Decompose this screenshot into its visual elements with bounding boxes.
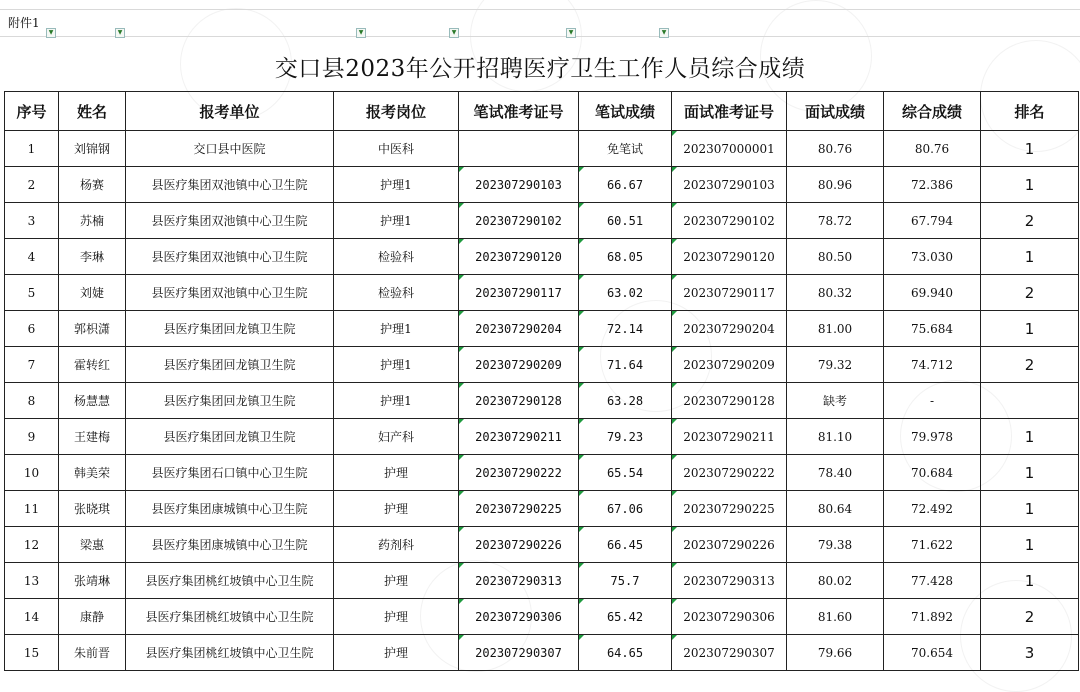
cell-written-id[interactable]: 202307290226 bbox=[459, 527, 579, 563]
cell-interview-score[interactable]: 80.32 bbox=[787, 275, 884, 311]
cell-interview-id[interactable]: 202307290103 bbox=[672, 167, 787, 203]
cell-rank[interactable]: 3 bbox=[981, 635, 1079, 671]
results-table bbox=[4, 91, 1079, 671]
cell-total-score[interactable]: 79.978 bbox=[884, 419, 981, 455]
col-header-interview-id[interactable]: 面试准考证号 bbox=[672, 92, 787, 131]
cell-position[interactable]: 护理1 bbox=[334, 311, 459, 347]
cell-written-score[interactable]: 72.14 bbox=[579, 311, 672, 347]
cell-written-id[interactable]: 202307290117 bbox=[459, 275, 579, 311]
cell-position[interactable]: 护理1 bbox=[334, 383, 459, 419]
cell-position[interactable]: 护理1 bbox=[334, 167, 459, 203]
cell-written-score[interactable]: 64.65 bbox=[579, 635, 672, 671]
cell-unit[interactable]: 县医疗集团双池镇中心卫生院 bbox=[126, 275, 334, 311]
cell-written-score[interactable]: 免笔试 bbox=[579, 131, 672, 167]
table-row bbox=[5, 275, 1079, 311]
table-row bbox=[5, 563, 1079, 599]
cell-interview-id[interactable]: 202307000001 bbox=[672, 131, 787, 167]
cell-position[interactable]: 药剂科 bbox=[334, 527, 459, 563]
cell-rank[interactable]: 1 bbox=[981, 167, 1079, 203]
cell-index[interactable]: 2 bbox=[5, 167, 59, 203]
cell-index[interactable]: 11 bbox=[5, 491, 59, 527]
cell-total-score[interactable]: 77.428 bbox=[884, 563, 981, 599]
cell-unit[interactable]: 县医疗集团桃红坡镇中心卫生院 bbox=[126, 635, 334, 671]
cell-interview-score[interactable]: 81.00 bbox=[787, 311, 884, 347]
cell-total-score[interactable]: 75.684 bbox=[884, 311, 981, 347]
cell-written-score[interactable]: 68.05 bbox=[579, 239, 672, 275]
cell-rank[interactable]: 1 bbox=[981, 419, 1079, 455]
table-row bbox=[5, 527, 1079, 563]
cell-name[interactable]: 霍转红 bbox=[59, 347, 126, 383]
cell-total-score[interactable]: 71.892 bbox=[884, 599, 981, 635]
cell-interview-id[interactable]: 202307290128 bbox=[672, 383, 787, 419]
filter-dropdown-icon[interactable]: ▼ bbox=[659, 28, 669, 38]
cell-position[interactable]: 护理1 bbox=[334, 347, 459, 383]
cell-position[interactable]: 护理 bbox=[334, 563, 459, 599]
cell-position[interactable]: 妇产科 bbox=[334, 419, 459, 455]
col-header-total-score[interactable]: 综合成绩 bbox=[884, 92, 981, 131]
cell-name[interactable]: 刘锦钢 bbox=[59, 131, 126, 167]
cell-name[interactable]: 梁惠 bbox=[59, 527, 126, 563]
table-row bbox=[5, 203, 1079, 239]
cell-written-score[interactable]: 79.23 bbox=[579, 419, 672, 455]
cell-interview-score[interactable]: 80.02 bbox=[787, 563, 884, 599]
cell-written-id[interactable]: 202307290211 bbox=[459, 419, 579, 455]
cell-unit[interactable]: 县医疗集团双池镇中心卫生院 bbox=[126, 239, 334, 275]
cell-interview-id[interactable]: 202307290204 bbox=[672, 311, 787, 347]
cell-rank[interactable]: 1 bbox=[981, 563, 1079, 599]
cell-rank[interactable] bbox=[981, 383, 1079, 419]
cell-name[interactable]: 韩美荣 bbox=[59, 455, 126, 491]
cell-rank[interactable]: 1 bbox=[981, 491, 1079, 527]
cell-interview-score[interactable]: 80.96 bbox=[787, 167, 884, 203]
filter-dropdown-icon[interactable]: ▼ bbox=[449, 28, 459, 38]
cell-name[interactable]: 张晓琪 bbox=[59, 491, 126, 527]
cell-written-id[interactable] bbox=[459, 131, 579, 167]
cell-written-id[interactable]: 202307290102 bbox=[459, 203, 579, 239]
cell-rank[interactable]: 1 bbox=[981, 455, 1079, 491]
cell-interview-id[interactable]: 202307290226 bbox=[672, 527, 787, 563]
cell-written-score[interactable]: 67.06 bbox=[579, 491, 672, 527]
cell-interview-id[interactable]: 202307290307 bbox=[672, 635, 787, 671]
cell-position[interactable]: 护理 bbox=[334, 491, 459, 527]
cell-interview-score[interactable]: 79.38 bbox=[787, 527, 884, 563]
cell-position[interactable]: 检验科 bbox=[334, 275, 459, 311]
cell-interview-id[interactable]: 202307290120 bbox=[672, 239, 787, 275]
cell-interview-id[interactable]: 202307290313 bbox=[672, 563, 787, 599]
cell-rank[interactable]: 2 bbox=[981, 203, 1079, 239]
cell-total-score[interactable]: 72.492 bbox=[884, 491, 981, 527]
cell-total-score[interactable]: 67.794 bbox=[884, 203, 981, 239]
cell-index[interactable]: 15 bbox=[5, 635, 59, 671]
cell-written-id[interactable]: 202307290120 bbox=[459, 239, 579, 275]
table-row bbox=[5, 239, 1079, 275]
cell-total-score[interactable]: 69.940 bbox=[884, 275, 981, 311]
cell-written-score[interactable]: 63.02 bbox=[579, 275, 672, 311]
cell-interview-id[interactable]: 202307290102 bbox=[672, 203, 787, 239]
cell-rank[interactable]: 2 bbox=[981, 347, 1079, 383]
cell-index[interactable]: 6 bbox=[5, 311, 59, 347]
filter-dropdown-icon[interactable]: ▼ bbox=[115, 28, 125, 38]
cell-position[interactable]: 护理 bbox=[334, 455, 459, 491]
cell-written-score[interactable]: 65.54 bbox=[579, 455, 672, 491]
cell-written-score[interactable]: 66.67 bbox=[579, 167, 672, 203]
cell-written-id[interactable]: 202307290103 bbox=[459, 167, 579, 203]
cell-total-score[interactable]: 80.76 bbox=[884, 131, 981, 167]
cell-written-score[interactable]: 66.45 bbox=[579, 527, 672, 563]
table-row bbox=[5, 131, 1079, 167]
cell-name[interactable]: 张靖琳 bbox=[59, 563, 126, 599]
cell-unit[interactable]: 县医疗集团康城镇中心卫生院 bbox=[126, 491, 334, 527]
cell-total-score[interactable]: 70.684 bbox=[884, 455, 981, 491]
gridline bbox=[0, 9, 1080, 10]
cell-unit[interactable]: 县医疗集团双池镇中心卫生院 bbox=[126, 203, 334, 239]
cell-name[interactable]: 李琳 bbox=[59, 239, 126, 275]
cell-interview-score[interactable]: 80.76 bbox=[787, 131, 884, 167]
col-header-name[interactable]: 姓名 bbox=[59, 92, 126, 131]
col-header-index[interactable]: 序号 bbox=[5, 92, 59, 131]
cell-index[interactable]: 3 bbox=[5, 203, 59, 239]
cell-rank[interactable]: 2 bbox=[981, 275, 1079, 311]
attachment-label: 附件1 bbox=[8, 16, 40, 30]
cell-name[interactable]: 康静 bbox=[59, 599, 126, 635]
cell-interview-id[interactable]: 202307290306 bbox=[672, 599, 787, 635]
cell-total-score[interactable]: 73.030 bbox=[884, 239, 981, 275]
cell-interview-id[interactable]: 202307290222 bbox=[672, 455, 787, 491]
cell-name[interactable]: 朱前晋 bbox=[59, 635, 126, 671]
cell-written-score[interactable]: 71.64 bbox=[579, 347, 672, 383]
col-header-written-id[interactable]: 笔试准考证号 bbox=[459, 92, 579, 131]
cell-unit[interactable]: 县医疗集团桃红坡镇中心卫生院 bbox=[126, 599, 334, 635]
cell-position[interactable]: 护理 bbox=[334, 599, 459, 635]
col-header-position[interactable]: 报考岗位 bbox=[334, 92, 459, 131]
col-header-unit[interactable]: 报考单位 bbox=[126, 92, 334, 131]
cell-index[interactable]: 1 bbox=[5, 131, 59, 167]
table-row bbox=[5, 311, 1079, 347]
cell-index[interactable]: 12 bbox=[5, 527, 59, 563]
table-row bbox=[5, 455, 1079, 491]
filter-dropdown-icon[interactable]: ▼ bbox=[566, 28, 576, 38]
cell-interview-id[interactable]: 202307290225 bbox=[672, 491, 787, 527]
cell-index[interactable]: 9 bbox=[5, 419, 59, 455]
cell-position[interactable]: 护理1 bbox=[334, 203, 459, 239]
cell-name[interactable]: 王建梅 bbox=[59, 419, 126, 455]
cell-total-score[interactable]: - bbox=[884, 383, 981, 419]
cell-name[interactable]: 郭枳潇 bbox=[59, 311, 126, 347]
cell-unit[interactable]: 交口县中医院 bbox=[126, 131, 334, 167]
cell-name[interactable]: 刘婕 bbox=[59, 275, 126, 311]
cell-written-id[interactable]: 202307290128 bbox=[459, 383, 579, 419]
cell-interview-score[interactable]: 79.66 bbox=[787, 635, 884, 671]
cell-total-score[interactable]: 70.654 bbox=[884, 635, 981, 671]
table-row bbox=[5, 167, 1079, 203]
table-row bbox=[5, 491, 1079, 527]
cell-written-id[interactable]: 202307290307 bbox=[459, 635, 579, 671]
gridline bbox=[0, 36, 1080, 37]
cell-interview-score[interactable]: 缺考 bbox=[787, 383, 884, 419]
cell-written-id[interactable]: 202307290313 bbox=[459, 563, 579, 599]
cell-interview-id[interactable]: 202307290211 bbox=[672, 419, 787, 455]
cell-index[interactable]: 10 bbox=[5, 455, 59, 491]
cell-name[interactable]: 杨慧慧 bbox=[59, 383, 126, 419]
cell-interview-id[interactable]: 202307290117 bbox=[672, 275, 787, 311]
col-header-rank[interactable]: 排名 bbox=[981, 92, 1079, 131]
cell-rank[interactable]: 1 bbox=[981, 239, 1079, 275]
cell-unit[interactable]: 县医疗集团桃红坡镇中心卫生院 bbox=[126, 563, 334, 599]
cell-unit[interactable]: 县医疗集团康城镇中心卫生院 bbox=[126, 527, 334, 563]
cell-name[interactable]: 杨赛 bbox=[59, 167, 126, 203]
filter-dropdown-icon[interactable]: ▼ bbox=[46, 28, 56, 38]
cell-interview-score[interactable]: 78.40 bbox=[787, 455, 884, 491]
cell-interview-score[interactable]: 78.72 bbox=[787, 203, 884, 239]
cell-unit[interactable]: 县医疗集团回龙镇卫生院 bbox=[126, 347, 334, 383]
cell-interview-score[interactable]: 80.50 bbox=[787, 239, 884, 275]
cell-index[interactable]: 13 bbox=[5, 563, 59, 599]
cell-written-score[interactable]: 75.7 bbox=[579, 563, 672, 599]
cell-interview-score[interactable]: 81.60 bbox=[787, 599, 884, 635]
header-row bbox=[5, 92, 1079, 131]
cell-rank[interactable]: 1 bbox=[981, 527, 1079, 563]
cell-interview-score[interactable]: 80.64 bbox=[787, 491, 884, 527]
filter-dropdown-icon[interactable]: ▼ bbox=[356, 28, 366, 38]
cell-total-score[interactable]: 71.622 bbox=[884, 527, 981, 563]
cell-written-id[interactable]: 202307290225 bbox=[459, 491, 579, 527]
cell-written-id[interactable]: 202307290209 bbox=[459, 347, 579, 383]
cell-position[interactable]: 检验科 bbox=[334, 239, 459, 275]
col-header-written-score[interactable]: 笔试成绩 bbox=[579, 92, 672, 131]
cell-name[interactable]: 苏楠 bbox=[59, 203, 126, 239]
cell-unit[interactable]: 县医疗集团双池镇中心卫生院 bbox=[126, 167, 334, 203]
cell-index[interactable]: 14 bbox=[5, 599, 59, 635]
cell-unit[interactable]: 县医疗集团回龙镇卫生院 bbox=[126, 419, 334, 455]
page-title: 交口县2023年公开招聘医疗卫生工作人员综合成绩 bbox=[274, 56, 806, 82]
cell-index[interactable]: 8 bbox=[5, 383, 59, 419]
cell-interview-score[interactable]: 81.10 bbox=[787, 419, 884, 455]
cell-index[interactable]: 4 bbox=[5, 239, 59, 275]
table-row bbox=[5, 599, 1079, 635]
cell-unit[interactable]: 县医疗集团回龙镇卫生院 bbox=[126, 383, 334, 419]
cell-rank[interactable]: 1 bbox=[981, 131, 1079, 167]
cell-unit[interactable]: 县医疗集团石口镇中心卫生院 bbox=[126, 455, 334, 491]
cell-written-score[interactable]: 65.42 bbox=[579, 599, 672, 635]
cell-unit[interactable]: 县医疗集团回龙镇卫生院 bbox=[126, 311, 334, 347]
col-header-interview-score[interactable]: 面试成绩 bbox=[787, 92, 884, 131]
cell-position[interactable]: 中医科 bbox=[334, 131, 459, 167]
cell-total-score[interactable]: 74.712 bbox=[884, 347, 981, 383]
table-row bbox=[5, 635, 1079, 671]
cell-position[interactable]: 护理 bbox=[334, 635, 459, 671]
cell-rank[interactable]: 1 bbox=[981, 311, 1079, 347]
cell-index[interactable]: 5 bbox=[5, 275, 59, 311]
cell-written-id[interactable]: 202307290204 bbox=[459, 311, 579, 347]
table-row bbox=[5, 347, 1079, 383]
cell-total-score[interactable]: 72.386 bbox=[884, 167, 981, 203]
cell-written-id[interactable]: 202307290306 bbox=[459, 599, 579, 635]
cell-interview-id[interactable]: 202307290209 bbox=[672, 347, 787, 383]
cell-written-score[interactable]: 60.51 bbox=[579, 203, 672, 239]
cell-index[interactable]: 7 bbox=[5, 347, 59, 383]
table-row bbox=[5, 419, 1079, 455]
table-row bbox=[5, 383, 1079, 419]
cell-written-id[interactable]: 202307290222 bbox=[459, 455, 579, 491]
cell-interview-score[interactable]: 79.32 bbox=[787, 347, 884, 383]
cell-rank[interactable]: 2 bbox=[981, 599, 1079, 635]
cell-written-score[interactable]: 63.28 bbox=[579, 383, 672, 419]
